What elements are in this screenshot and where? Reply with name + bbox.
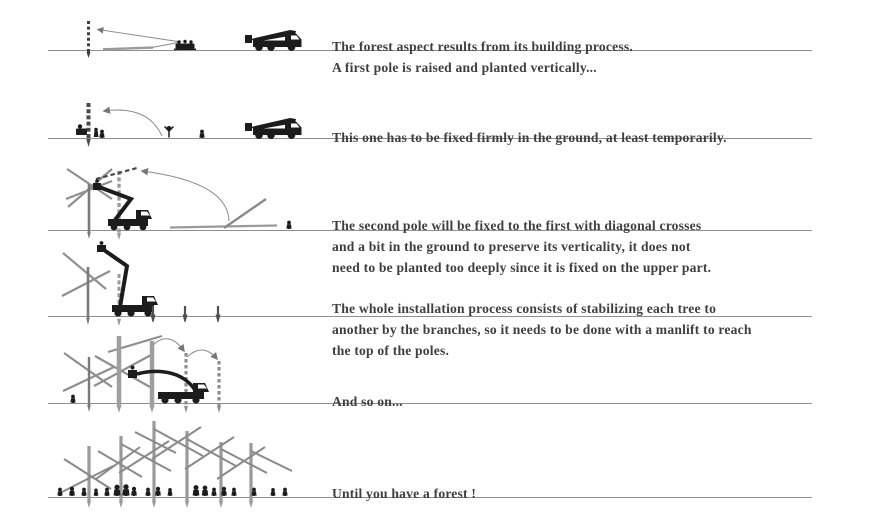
- manlift-truck-icon: [245, 118, 302, 139]
- caption-line: This one has to be fixed firmly in the ground, at least temporarily.: [332, 130, 727, 145]
- step-1-illustration: [87, 21, 302, 58]
- step-3-illustration: [66, 168, 292, 240]
- forest-branches: [62, 427, 292, 492]
- step-4-caption: [332, 298, 752, 361]
- worker-figure: [199, 130, 204, 138]
- caption-line: The forest aspect results from its building process.: [332, 39, 633, 54]
- step-6-caption: [332, 483, 476, 504]
- caption-line: A first pole is raised and planted vertically...: [332, 60, 597, 75]
- forest-people: [57, 484, 287, 496]
- figure-raised-arms: [165, 127, 174, 138]
- worker-figure: [70, 395, 75, 403]
- manlift-working: [93, 179, 152, 230]
- caption-line: Until you have a forest !: [332, 486, 477, 501]
- caption-line: the top of the poles.: [332, 343, 450, 358]
- manlift-working: [97, 241, 158, 317]
- caption-line: And so on...: [332, 394, 403, 409]
- caption-line: another by the branches, so it needs to be done with a manlift to reach: [332, 322, 752, 337]
- step-2-illustration: [76, 103, 302, 147]
- worker-figure: [286, 221, 291, 229]
- ground-stakes: [151, 306, 220, 322]
- step-6-illustration: [57, 421, 292, 508]
- worker-figure: [99, 130, 104, 138]
- caption-line: The second pole will be fixed to the first with diagonal crosses: [332, 218, 702, 233]
- manlift-working: [128, 366, 209, 404]
- step-1-caption: [332, 36, 633, 78]
- step-2-caption: [332, 127, 727, 148]
- caption-line: and a bit in the ground to preserve its verticality, it does not: [332, 239, 691, 254]
- step-4-illustration: [62, 241, 220, 326]
- manlift-truck-icon: [245, 30, 302, 51]
- step-5-caption: [332, 391, 403, 412]
- step-3-caption: [332, 215, 711, 278]
- step-5-illustration: [63, 336, 221, 413]
- caption-line: The whole installation process consists of stabilizing each tree to: [332, 301, 717, 316]
- caption-line: need to be planted too deeply since it is fixed on the upper part.: [332, 260, 712, 275]
